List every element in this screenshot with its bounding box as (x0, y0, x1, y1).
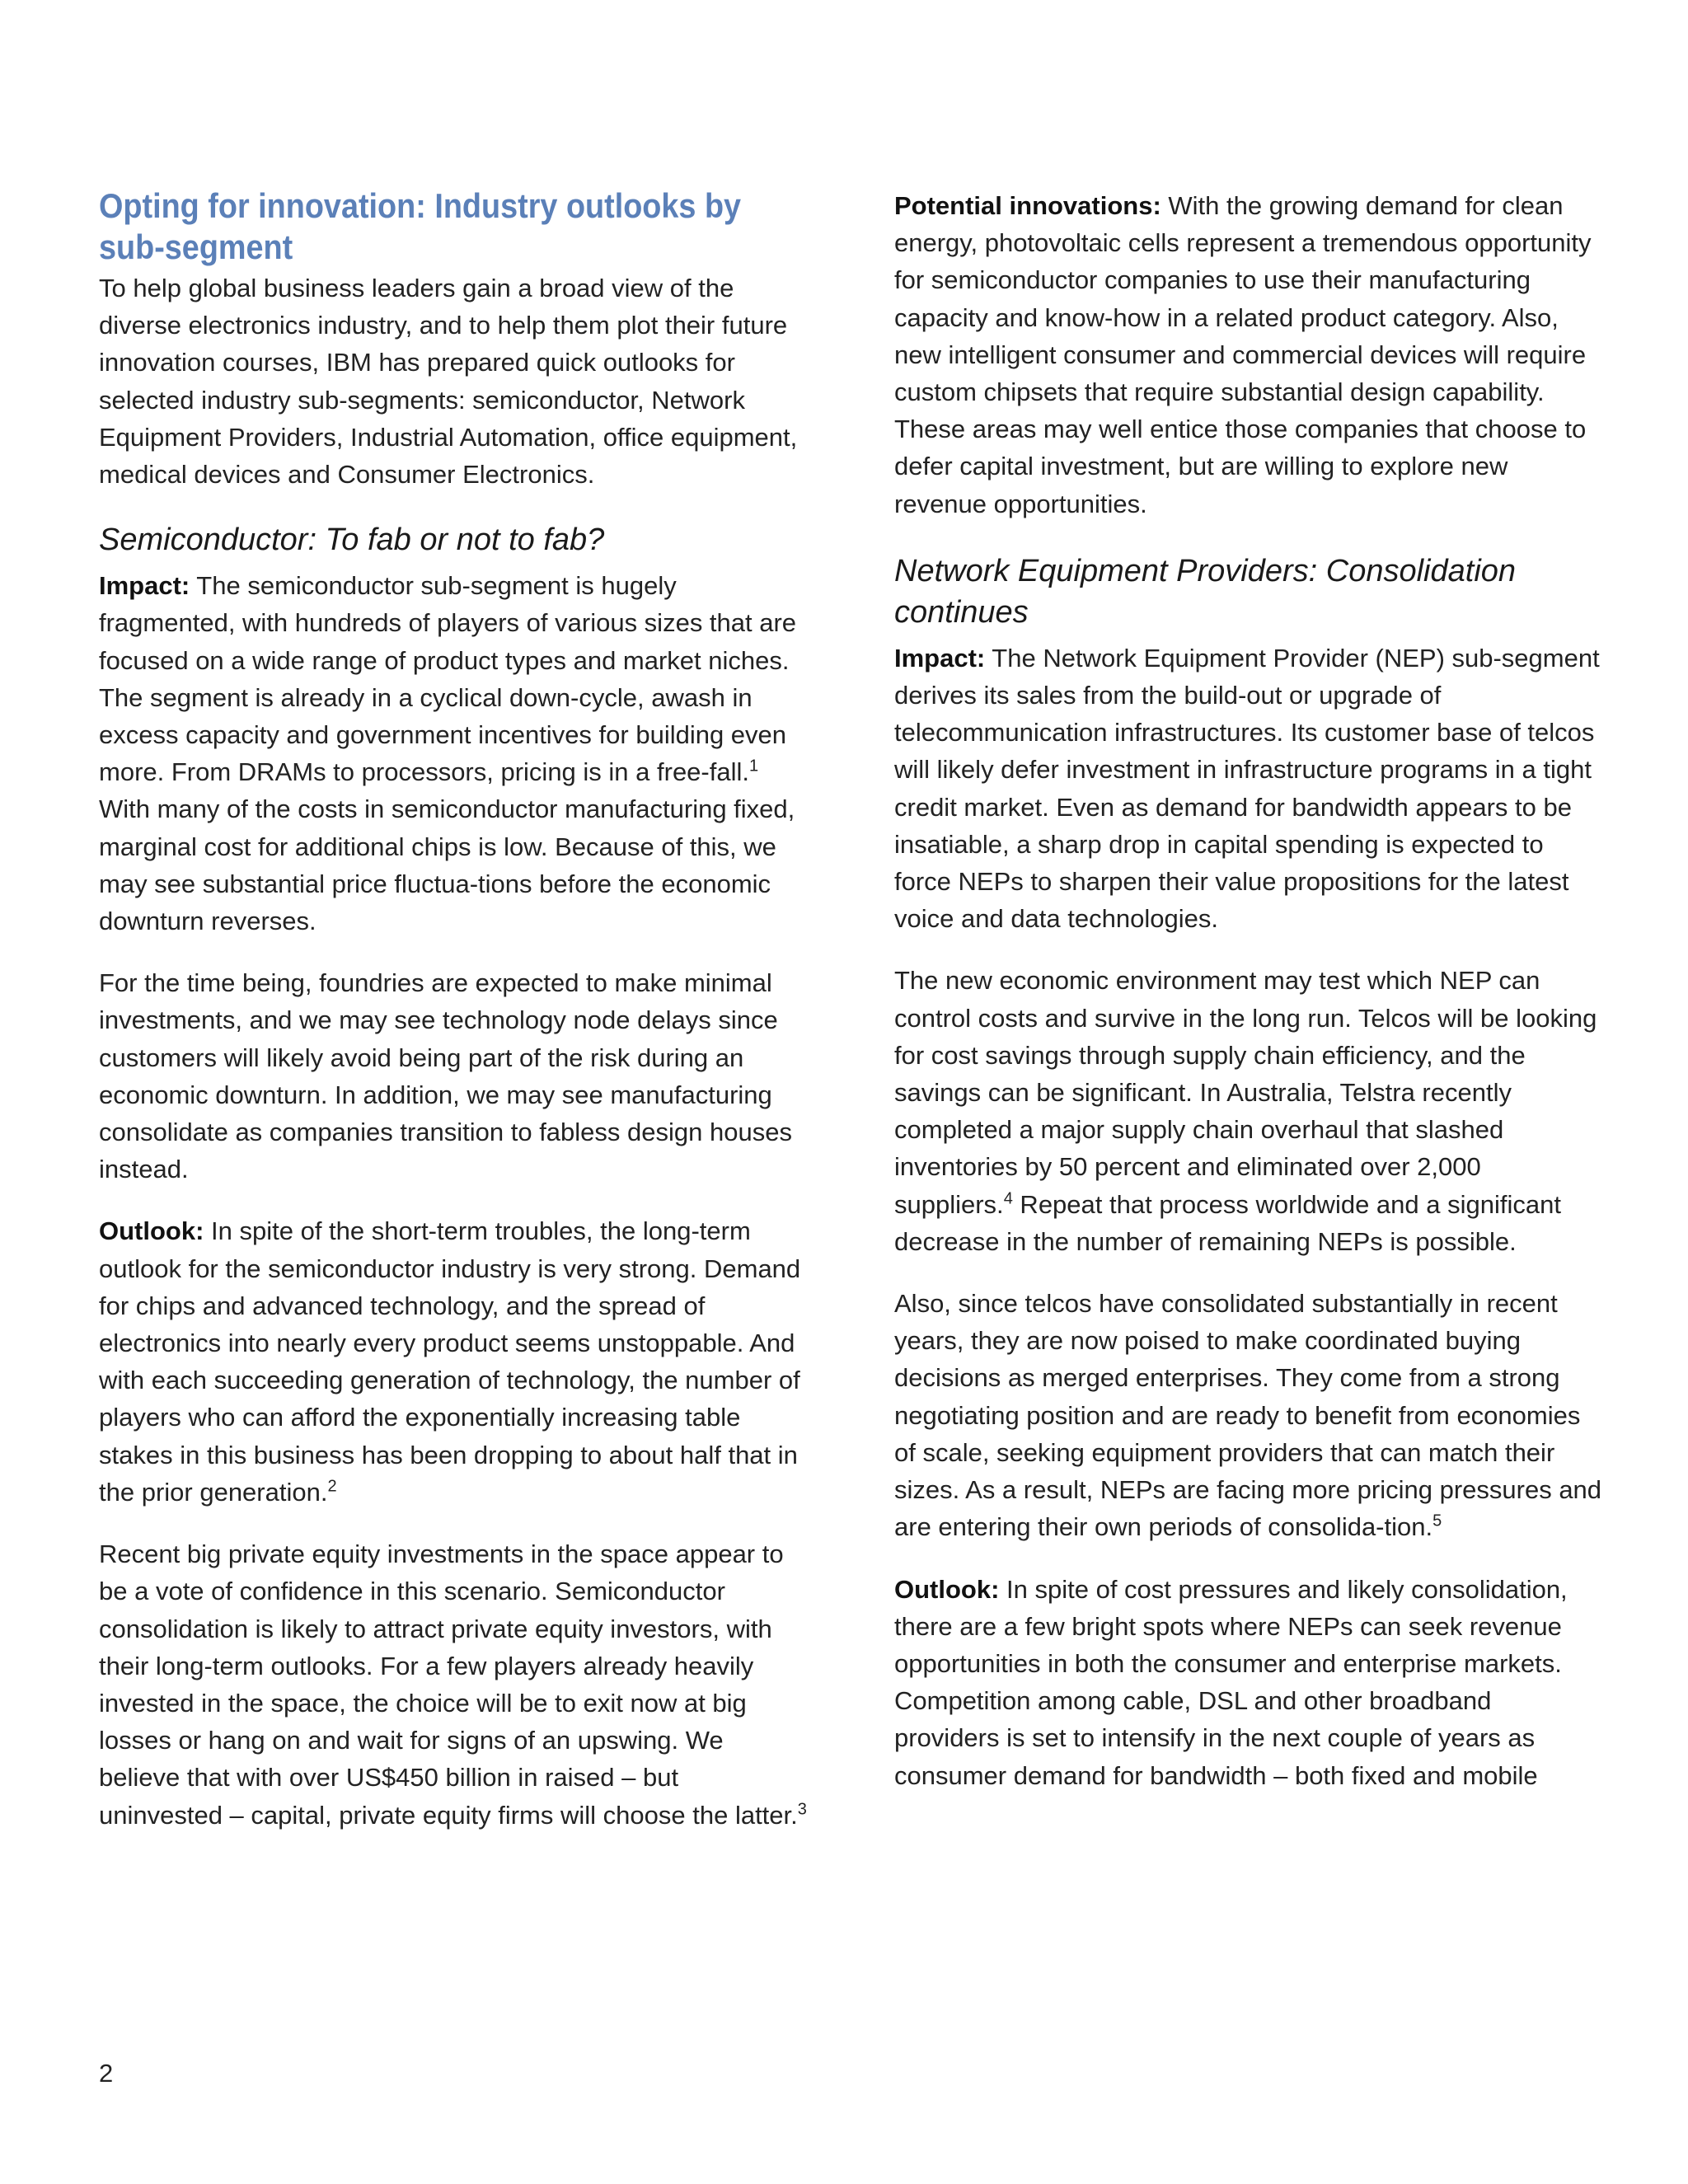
page-number: 2 (99, 2059, 114, 2088)
nep-outlook-label: Outlook: (894, 1574, 1000, 1604)
right-column (894, 187, 1603, 1819)
telcos-text: Also, since telcos have consolidated substantially in recent years, they are now poised to make coordinated buying decisions as merged enterprises. They come from a strong negotiating position and are ready to benefit from economies of scale, seeking equipment providers that can match their sizes. As a result, NEPs are facing more pricing pressures and are entering their own periods of consolida-tion. (894, 1289, 1602, 1542)
footnote-ref-5: 5 (1432, 1511, 1442, 1530)
semiconductor-impact-paragraph (99, 567, 808, 940)
semiconductor-outlook-paragraph (99, 1212, 808, 1511)
potential-innovations-label: Potential innovations: (894, 191, 1161, 220)
semiconductor-heading: Semiconductor: To fab or not to fab? (99, 523, 605, 558)
economic-text: The new economic environment may test which NEP can control costs and survive in the long run. Telcos will be looking for cost savings through supply chain efficiency, and the savings can be significant. In Australia, Telstra recently completed a major supply chain overhaul that slashed inventories by 50 percent and eliminated over 2,000 suppliers. (894, 966, 1597, 1219)
nep-impact-label: Impact: (894, 643, 986, 673)
footnote-ref-2: 2 (327, 1477, 337, 1496)
footnote-ref-4: 4 (1003, 1189, 1013, 1208)
outlook-label: Outlook: (99, 1216, 204, 1246)
intro-paragraph: To help global business leaders gain a broad view of the diverse electronics industry, and to help them plot their future innovation courses, IBM has prepared quick outlooks for selected industry sub-segments: semiconductor, Network Equipment Providers, Industrial Automation, office equipment, medical devices and Consumer Electronics. (99, 274, 798, 490)
potential-innovations-text: With the growing demand for clean energy, photovoltaic cells represent a tremendous opportunity for semiconductor companies to use their manufacturing capacity and know-how in a related product category. Also, new intelligent consumer and commercial devices will require custom chipsets that require substantial design capability. These areas may well entice those companies that choose to defer capital investment, but are willing to explore new revenue opportunities. (894, 191, 1592, 518)
private-equity-text: Recent big private equity investments in the space appear to be a vote of confidence in this scenario. Semiconductor consolidation is likely to attract private equity investors, with their long-term outlooks. For a few players already heavily invested in the space, the choice will be to exit now at big losses or hang on and wait for signs of an upswing. We believe that with over US$450 billion in raised – but uninvested – capital, private equity firms will choose the latter. (99, 1540, 798, 1830)
footnote-ref-1: 1 (749, 757, 759, 776)
economic-environment-paragraph (894, 962, 1603, 1260)
nep-impact-text: The Network Equipment Provider (NEP) sub-segment derives its sales from the build-out or upgrade of telecommunication infrastructures. Its customer base of telcos will likely defer investment in infrastructure programs in a tight credit market. Even as demand for bandwidth appears to be insatiable, a sharp drop in capital spending is expected to force NEPs to sharpen their value propositions for the latest voice and data technologies. (894, 643, 1600, 934)
outlook-text: In spite of the short-term troubles, the long-term outlook for the semiconductor industry is very strong. Demand for chips and advanced technology, and the spread of electronics into nearly every product seems unstoppable. And with each succeeding generation of technology, the number of players who can afford the exponentially increasing table stakes in this business has been dropping to about half that in the prior generation. (99, 1216, 801, 1507)
impact-text-continued: With many of the costs in semiconductor manufacturing fixed, marginal cost for additional chips is low. Because of this, we may see substantial price fluctua-tions before the economic downturn reverses. (99, 794, 795, 936)
impact-label: Impact: (99, 571, 190, 601)
nep-heading: Network Equipment Providers: Consolidation continues (894, 553, 1517, 630)
impact-text: The semiconductor sub-segment is hugely fragmented, with hundreds of players of various sizes that are focused on a wide range of product types and market niches. The segment is already in a cyclical down-cycle, awash in excess capacity and government incentives for building even more. From DRAMs to processors, pricing is in a free-fall. (99, 571, 797, 787)
page-title: Opting for innovation: Industry outlooks by sub-segment (99, 186, 742, 266)
foundries-paragraph: For the time being, foundries are expected to make minimal investments, and we may see technology node delays since customers will likely avoid being part of the risk during an economic downturn. In addition, we may see manufacturing consolidate as companies transition to fabless design houses instead. (99, 968, 792, 1184)
private-equity-paragraph (99, 1535, 808, 1834)
economic-text-continued: Repeat that process worldwide and a significant decrease in the number of remaining NEPs is possible. (894, 1189, 1561, 1256)
footnote-ref-3: 3 (797, 1800, 807, 1819)
nep-impact-paragraph (894, 640, 1603, 938)
nep-outlook-paragraph (894, 1571, 1603, 1794)
nep-outlook-text: In spite of cost pressures and likely consolidation, there are a few bright spots where NEPs can seek revenue opportunities in both the consumer and enterprise markets. Competition among cable, DSL and other broadband providers is set to intensify in the next couple of years as consumer demand for bandwidth – both fixed and mobile (894, 1574, 1568, 1790)
left-column (99, 185, 808, 1858)
telcos-consolidation-paragraph (894, 1285, 1603, 1545)
potential-innovations-paragraph (894, 187, 1603, 523)
